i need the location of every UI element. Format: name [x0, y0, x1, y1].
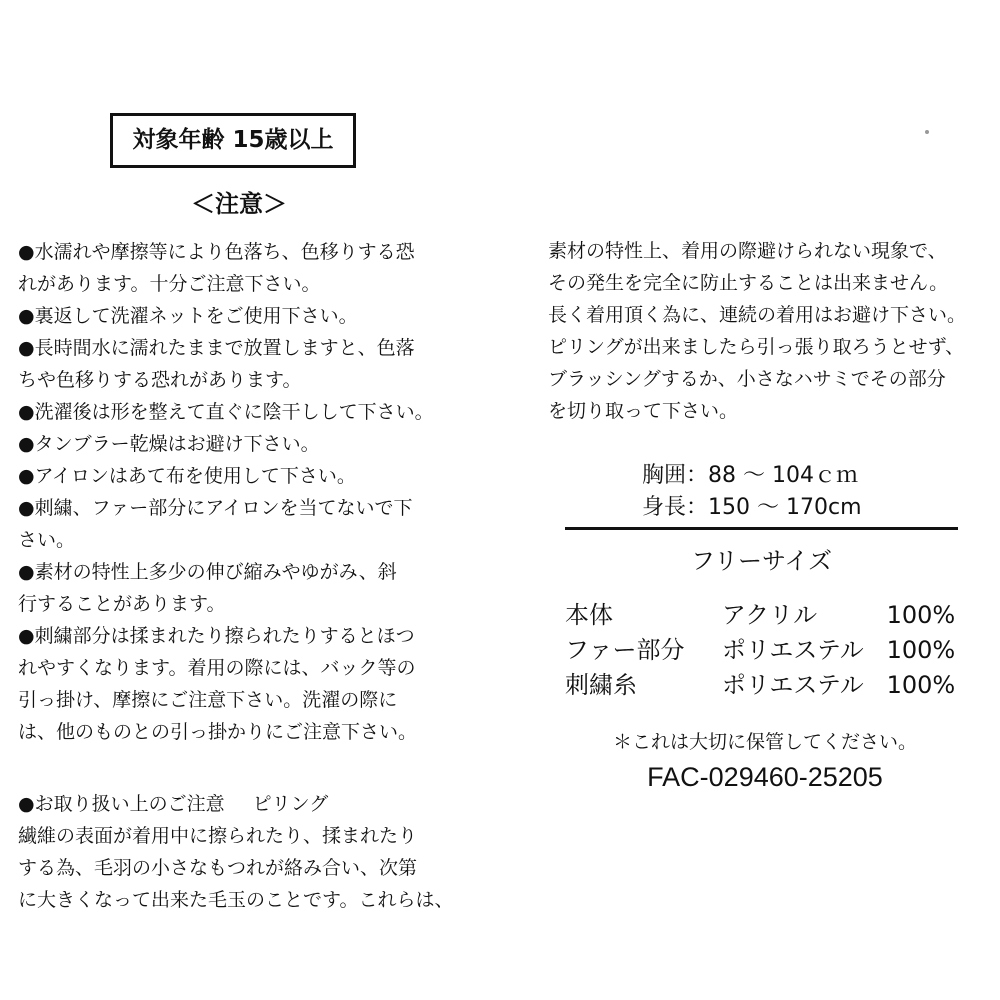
material-percent: 100% [886, 601, 956, 629]
pilling-section [18, 788, 478, 916]
chest-size: 胸囲：88 ～ 104ｃｍ [642, 463, 858, 488]
material-row [565, 598, 965, 633]
caution-item: ● 長時間水に濡れたままで放置しますと、色落 ちや色移りする恐れがあります。 [18, 332, 473, 396]
caution-item: ● 刺繍部分は揉まれたり擦られたりするとほつ れやすくなります。着用の際には、バック等の 引っ掛け、摩擦にご注意下さい。洗濯の際に は、他のものとの引っ掛かりにご注意下さい。 [18, 620, 473, 748]
age-label-box: 対象年齢 15歳以上 [110, 113, 356, 168]
material-part: ファー部分 [565, 636, 685, 664]
material-name: ポリエステル [721, 636, 864, 664]
caution-item: ● アイロンはあて布を使用して下さい。 [18, 460, 473, 492]
paper-speck [925, 130, 929, 134]
material-row [565, 633, 965, 668]
caution-item: ● 刺繍、ファー部分にアイロンを当てないで下 さい。 [18, 492, 473, 556]
material-name: ポリエステル [721, 671, 864, 699]
product-code: FAC-029460-25205 [647, 762, 883, 792]
caution-item: ● 水濡れや摩擦等により色落ち、色移りする恐 れがあります。十分ご注意下さい。 [18, 236, 473, 300]
materials-table [565, 598, 965, 703]
pilling-subheading: ピリング [252, 793, 329, 815]
material-name: アクリル [721, 601, 818, 629]
caution-item: ● 裏返して洗濯ネットをご使用下さい。 [18, 300, 473, 332]
material-percent: 100% [886, 636, 956, 664]
material-part: 本体 [565, 601, 613, 629]
keep-note: ＊これは大切に保管してください。 [612, 731, 917, 753]
caution-item: ● 素材の特性上多少の伸び縮みやゆがみ、斜 行することがあります。 [18, 556, 473, 620]
pilling-continued: 素材の特性上、着用の際避けられない現象で、 その発生を完全に防止することは出来ません。 長く着用頂く為に、連続の着用はお避け下さい。 ピリングが出来ましたら引っ張り取ろうとせず、 ブラッシングするか、小さなハサミでその部分 を切り取って下さい。 [548, 240, 967, 422]
material-percent: 100% [886, 671, 956, 699]
divider [565, 527, 958, 530]
material-part: 刺繍糸 [565, 671, 637, 699]
free-size-label: フリーサイズ [690, 547, 833, 575]
height-size: 身長：150 ～ 170cm [642, 495, 862, 520]
pilling-heading-row [18, 788, 478, 820]
caution-list [18, 236, 473, 748]
pilling-body: 繊維の表面が着用中に擦られたり、揉まれたり する為、毛羽の小さなもつれが絡み合い、次第 に大きくなって出来た毛玉のことです。これらは、 [18, 825, 454, 911]
pilling-heading: ● お取り扱い上のご注意 [18, 788, 225, 820]
caution-item: ● タンブラー乾燥はお避け下さい。 [18, 428, 473, 460]
caution-item: ● 洗濯後は形を整えて直ぐに陰干しして下さい。 [18, 396, 473, 428]
caution-title: ＜注意＞ [191, 190, 287, 218]
material-row [565, 668, 965, 703]
